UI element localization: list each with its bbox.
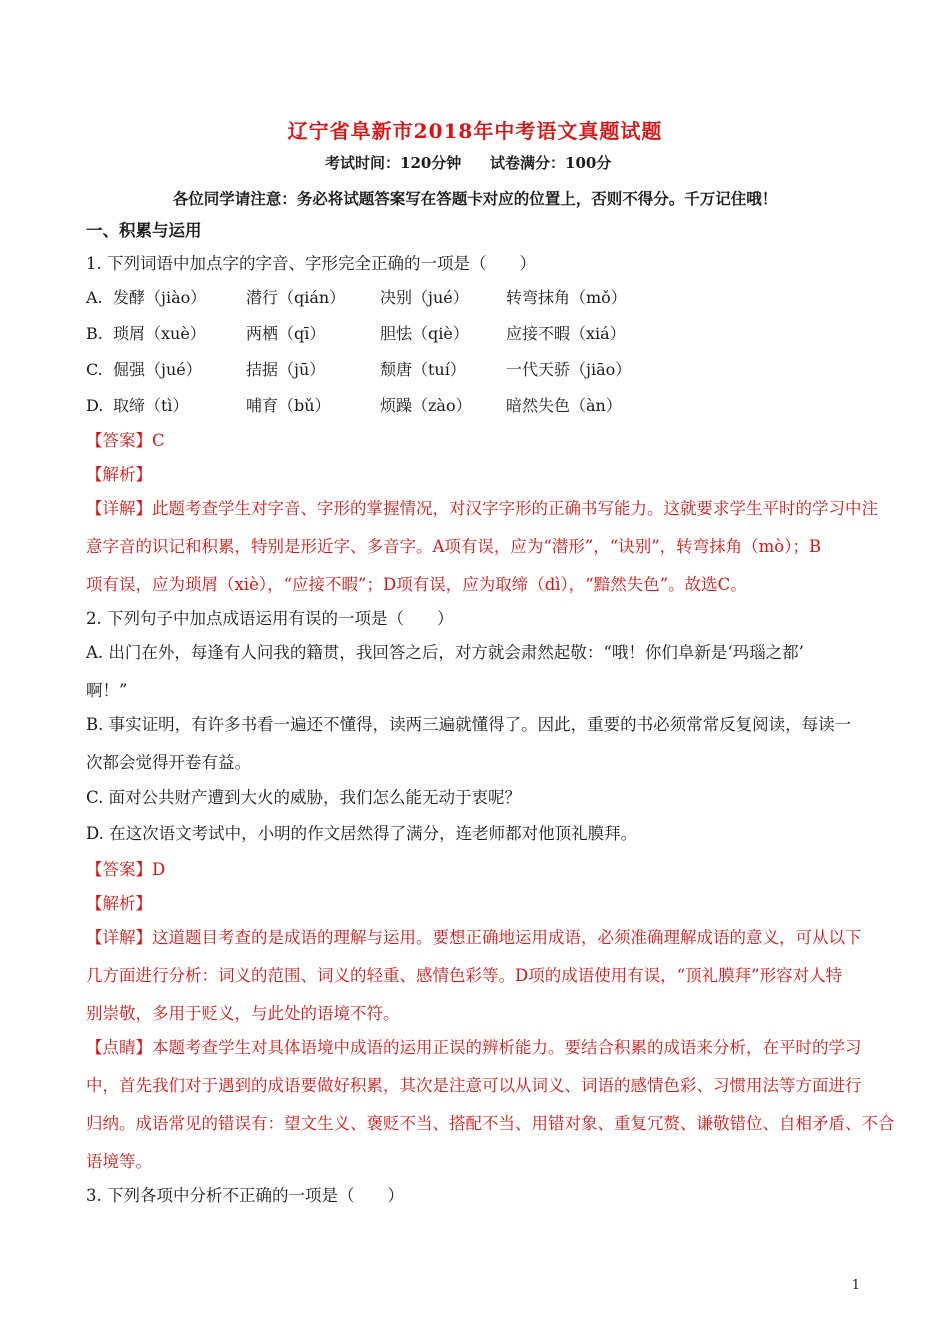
q1-answer: 【答案】C — [86, 431, 165, 450]
q1-option-item: 暗然失色（àn） — [506, 396, 622, 415]
q1-option-item: 胆怯（qiè） — [380, 324, 469, 343]
q1-option-label: D. — [86, 396, 104, 415]
q1-option-item: 转弯抹角（mǒ） — [506, 288, 627, 307]
section-heading: 一、积累与运用 — [86, 221, 202, 240]
notice: 各位同学请注意：务必将试题答案写在答题卡对应的位置上，否则不得分。千万记住哦！ — [172, 189, 778, 208]
q2-analysis-heading: 【解析】 — [86, 894, 152, 913]
full-score: 试卷满分：100分 — [490, 154, 612, 172]
q1-option-item: 发酵（jiào） — [113, 288, 207, 307]
q1-option-item: 烦躁（zào） — [380, 396, 472, 415]
q1-detail-line: 意字音的识记和积累，特别是形近字、多音字。A项有误，应为“潜形”，“诀别”，转弯抹角（mò）；B — [86, 537, 822, 556]
q1-option-item: 拮据（jū） — [246, 360, 326, 379]
q1-option-item: 倔强（jué） — [113, 360, 202, 379]
q3-stem: 3. 下列各项中分析不正确的一项是（ ） — [86, 1186, 404, 1205]
page-title: 辽宁省阜新市2018年中考语文真题试题 — [287, 119, 663, 143]
exam-time: 考试时间：120分钟 — [325, 154, 462, 172]
q1-option-item: 取缔（tì） — [113, 396, 189, 415]
q2-option-line: 次都会觉得开卷有益。 — [86, 753, 251, 772]
q1-detail-line: 项有误，应为琐屑（xiè），“应接不暇”；D项有误，应为取缔（dì），“黯然失色”。故选C。 — [86, 575, 747, 594]
q2-detail-line: 别崇敬，多用于贬义，与此处的语境不符。 — [86, 1004, 400, 1023]
page-number: 1 — [851, 1278, 860, 1293]
q1-option-item: 琐屑（xuè） — [113, 324, 206, 343]
q2-answer: 【答案】D — [86, 860, 166, 879]
q2-comment-line: 归纳。成语常见的错误有：望文生义、褒贬不当、搭配不当、用错对象、重复冗赘、谦敬错位、自相矛盾、不合 — [86, 1114, 895, 1133]
q2-option-line: A. 出门在外，每逢有人问我的籍贯，我回答之后，对方就会肃然起敬：“哦！你们阜新是‘玛瑙之都’ — [86, 643, 804, 662]
q1-stem: 1. 下列词语中加点字的字音、字形完全正确的一项是（ ） — [86, 254, 536, 273]
q1-option-item: 应接不暇（xiá） — [506, 324, 626, 343]
q2-comment-line: 中，首先我们对于遇到的成语要做好积累，其次是注意可以从词义、词语的感情色彩、习惯用法等方面进行 — [86, 1076, 862, 1095]
q1-detail-line: 【详解】此题考查学生对字音、字形的掌握情况，对汉字字形的正确书写能力。这就要求学生平时的学习中注 — [86, 499, 878, 518]
q2-option-line: 啊！” — [86, 681, 128, 700]
q1-option-label: B. — [86, 324, 103, 343]
q1-option-item: 决别（jué） — [380, 288, 469, 307]
q1-option-item: 哺育（bǔ） — [246, 396, 331, 415]
q2-comment-line: 【点睛】本题考查学生对具体语境中成语的运用正误的辨析能力。要结合积累的成语来分析，在平时的学习 — [86, 1038, 862, 1057]
q2-comment-line: 语境等。 — [86, 1152, 152, 1171]
q2-option-line: C. 面对公共财产遭到大火的威胁，我们怎么能无动于衷呢？ — [86, 788, 522, 807]
q2-detail-line: 几方面进行分析：词义的范围、词义的轻重、感情色彩等。D项的成语使用有误，“顶礼膜拜”形容对人特 — [86, 966, 843, 985]
q1-option-item: 潜行（qián） — [246, 288, 346, 307]
q2-detail-line: 【详解】这道题目考查的是成语的理解与运用。要想正确地运用成语，必须准确理解成语的意义，可从以下 — [86, 928, 862, 947]
q1-option-label: C. — [86, 360, 103, 379]
q1-option-item: 一代天骄（jiāo） — [506, 360, 632, 379]
q2-stem: 2. 下列句子中加点成语运用有误的一项是（ ） — [86, 609, 454, 628]
q2-option-line: D. 在这次语文考试中，小明的作文居然得了满分，连老师都对他顶礼膜拜。 — [86, 824, 638, 843]
q1-option-label: A. — [86, 288, 103, 307]
q1-option-item: 颓唐（tuí） — [380, 360, 466, 379]
q1-option-item: 两栖（qī） — [246, 324, 326, 343]
q1-analysis-heading: 【解析】 — [86, 465, 152, 484]
q2-option-line: B. 事实证明，有许多书看一遍还不懂得，读两三遍就懂得了。因此，重要的书必须常常反复阅读，每读一 — [86, 715, 852, 734]
